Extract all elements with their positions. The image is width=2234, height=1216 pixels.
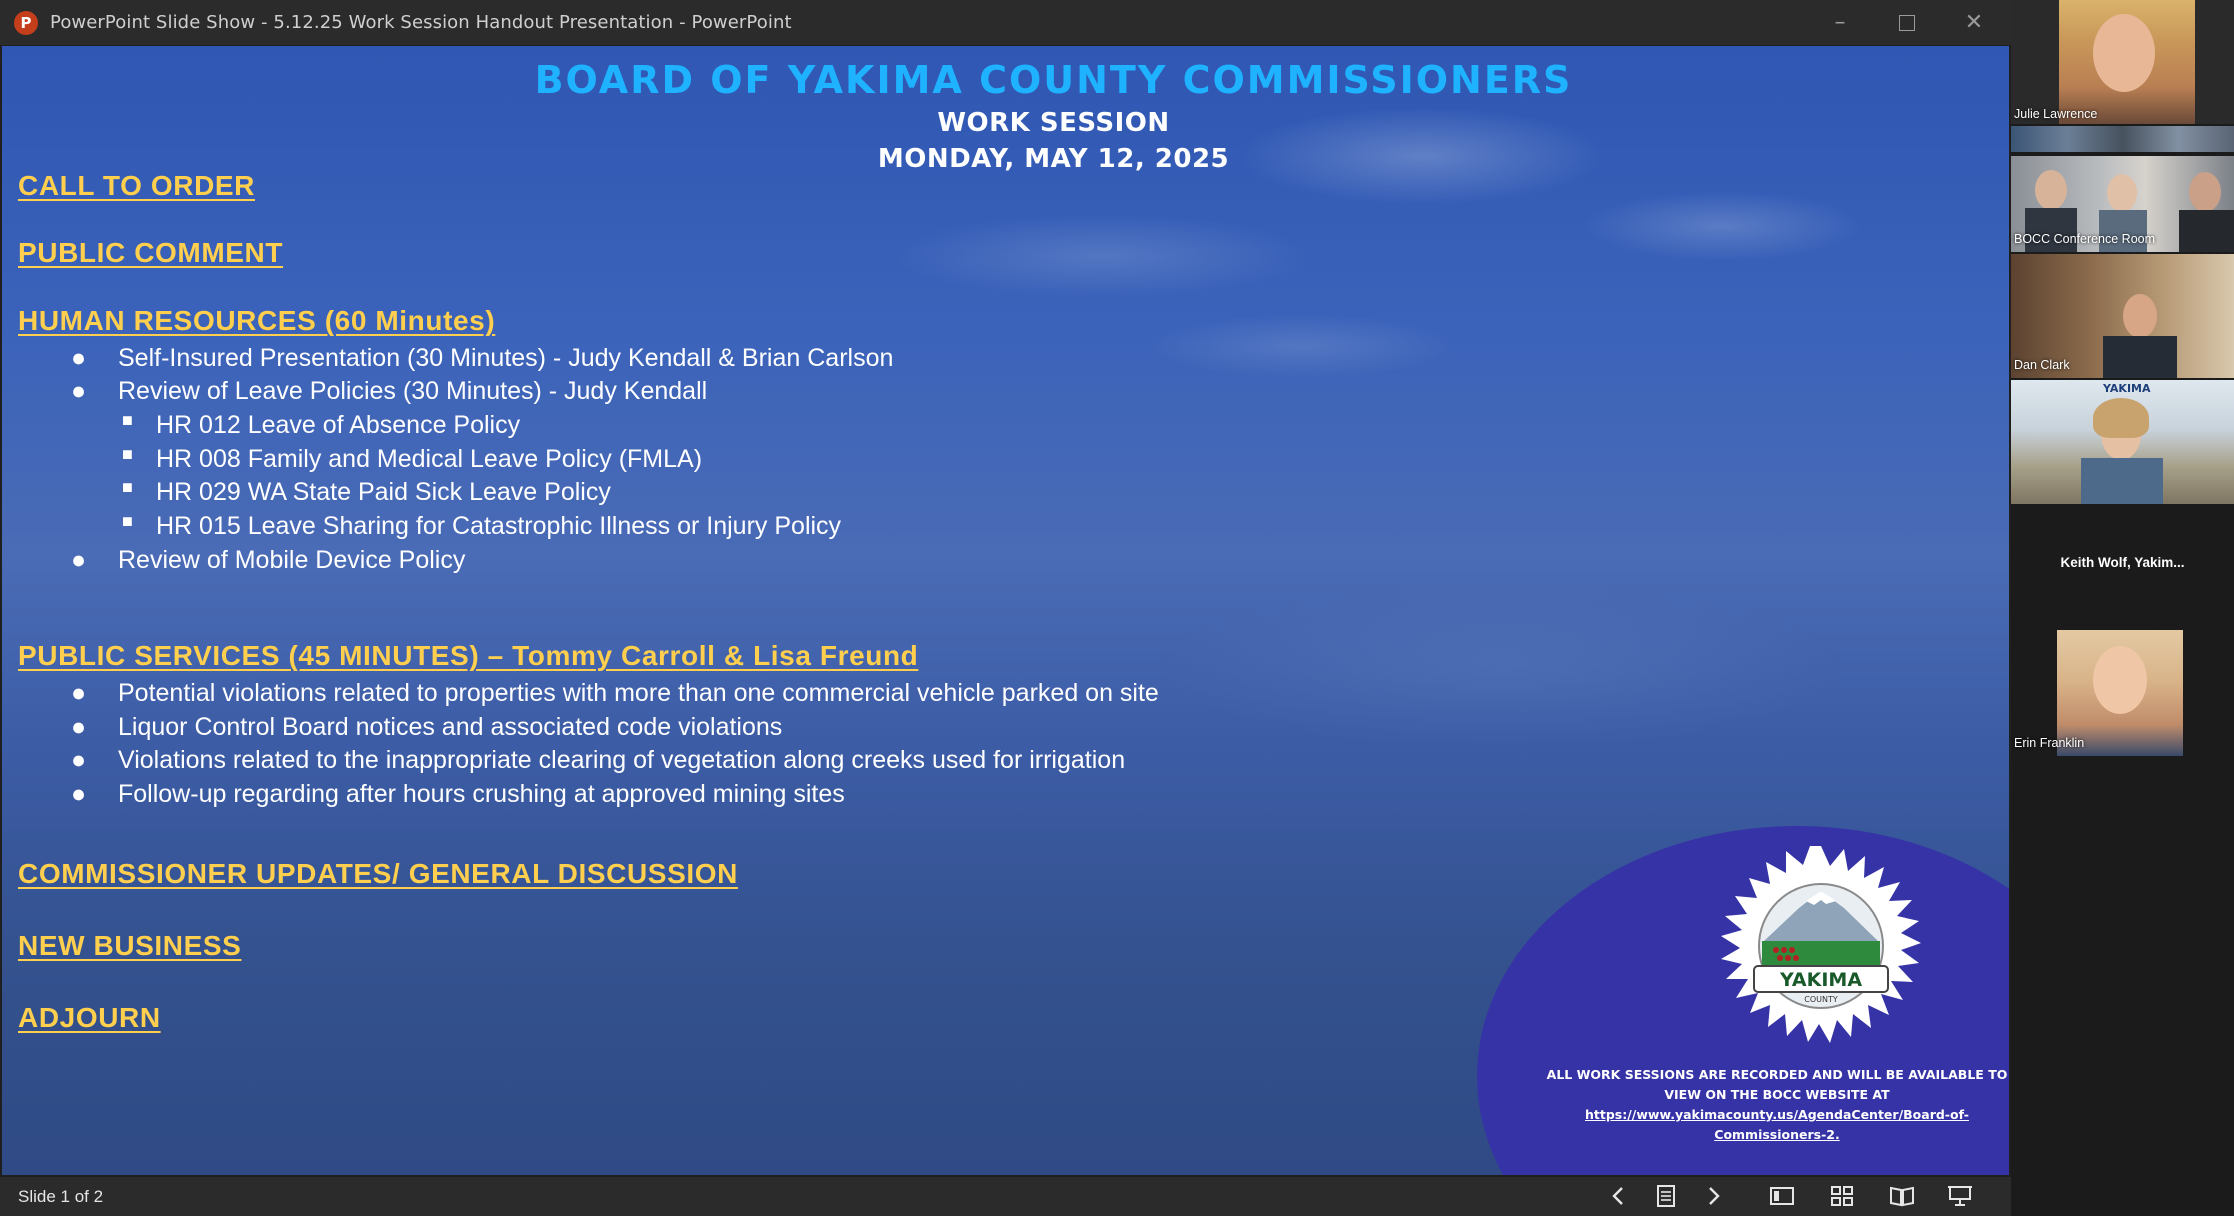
list-item xyxy=(71,377,708,406)
list-item-text: Self-Insured Presentation (30 Minutes) - Judy Kendall & Brian Carlson xyxy=(118,344,894,372)
sub-list-item xyxy=(122,511,842,541)
status-bar xyxy=(0,1177,2011,1216)
bullet-dot-icon: ● xyxy=(71,679,87,707)
slide-sorter-icon[interactable] xyxy=(1828,1183,1856,1209)
previous-slide-icon[interactable] xyxy=(1604,1183,1632,1209)
title-bar xyxy=(0,0,2011,45)
list-item-text: Violations related to the inappropriate clearing of vegetation along creeks used for irrigation xyxy=(118,746,1126,774)
participant-video xyxy=(2059,0,2195,124)
heading-public-comment[interactable]: PUBLIC COMMENT xyxy=(18,237,284,268)
window-title: PowerPoint Slide Show - 5.12.25 Work Session Handout Presentation - PowerPoint xyxy=(50,12,792,33)
slide-canvas[interactable] xyxy=(2,46,2009,1175)
recording-note xyxy=(1532,1065,2009,1145)
list-item-text: HR 008 Family and Medical Leave Policy (FMLA) xyxy=(156,445,703,473)
yakima-county-seal xyxy=(1714,846,1928,1060)
sub-list-item xyxy=(122,410,521,440)
seal-text: YAKIMA xyxy=(1779,969,1863,991)
slide-counter: Slide 1 of 2 xyxy=(18,1187,104,1206)
list-item-text: HR 012 Leave of Absence Policy xyxy=(156,411,521,439)
list-item-text: Liquor Control Board notices and associated code violations xyxy=(118,713,783,741)
participants-panel xyxy=(2011,0,2234,1216)
powerpoint-app-icon: P xyxy=(14,11,38,35)
square-bullet-icon: ■ xyxy=(122,444,133,464)
sub-list-item xyxy=(122,444,703,474)
list-item-text: Review of Leave Policies (30 Minutes) - Judy Kendall xyxy=(118,377,708,405)
minimize-icon: – xyxy=(1834,10,1846,35)
slide-show-icon[interactable] xyxy=(1946,1183,1974,1209)
list-item-text: Follow-up regarding after hours crushing at approved mining sites xyxy=(118,780,845,808)
slide-date: MONDAY, MAY 12, 2025 xyxy=(877,144,1230,174)
close-icon: ✕ xyxy=(1964,10,1984,35)
participant-tile[interactable] xyxy=(2011,0,2234,124)
gallery-strip[interactable] xyxy=(2011,126,2234,152)
heading-public-services[interactable]: PUBLIC SERVICES (45 MINUTES) – Tommy Carroll & Lisa Freund xyxy=(18,640,919,671)
participant-tile[interactable] xyxy=(2011,254,2234,378)
list-item xyxy=(71,546,466,575)
list-item xyxy=(71,713,783,742)
minimize-button[interactable] xyxy=(1806,0,1874,45)
bullet-dot-icon: ● xyxy=(71,344,87,372)
slide-notes-icon[interactable] xyxy=(1652,1183,1680,1209)
recording-link[interactable]: https://www.yakimacounty.us/AgendaCenter/Board-of- xyxy=(1585,1107,1969,1122)
participant-tile[interactable] xyxy=(2011,628,2234,756)
participant-name: Julie Lawrence xyxy=(2014,107,2098,121)
participant-tile[interactable] xyxy=(2011,506,2234,626)
heading-human-resources[interactable]: HUMAN RESOURCES (60 Minutes) xyxy=(18,305,496,336)
participant-logo-text: YAKIMA xyxy=(2103,382,2151,395)
next-slide-icon[interactable] xyxy=(1700,1183,1728,1209)
normal-view-icon[interactable] xyxy=(1768,1183,1796,1209)
list-item-text: HR 029 WA State Paid Sick Leave Policy xyxy=(156,478,611,506)
seal-subtext: COUNTY xyxy=(1804,995,1838,1004)
bullet-dot-icon: ● xyxy=(71,746,87,774)
list-item-text: HR 015 Leave Sharing for Catastrophic Illness or Injury Policy xyxy=(156,512,842,540)
participant-name: BOCC Conference Room xyxy=(2014,232,2156,246)
close-button[interactable] xyxy=(1940,0,2008,45)
square-bullet-icon: ■ xyxy=(122,511,133,531)
maximize-button[interactable] xyxy=(1873,0,1941,45)
bullet-dot-icon: ● xyxy=(71,780,87,808)
list-item xyxy=(71,679,1159,708)
heading-commissioner-updates[interactable]: COMMISSIONER UPDATES/ GENERAL DISCUSSION xyxy=(18,858,738,889)
list-item xyxy=(71,780,845,809)
reading-view-icon[interactable] xyxy=(1888,1183,1916,1209)
slide-title: BOARD OF YAKIMA COUNTY COMMISSIONERS xyxy=(534,58,1573,102)
slide-subtitle: WORK SESSION xyxy=(937,108,1170,138)
list-item-text: Potential violations related to properties with more than one commercial vehicle parked on site xyxy=(118,679,1159,707)
list-item xyxy=(71,344,894,373)
bullet-dot-icon: ● xyxy=(71,713,87,741)
bullet-dot-icon: ● xyxy=(71,546,87,574)
heading-new-business[interactable]: NEW BUSINESS xyxy=(18,930,242,961)
maximize-icon xyxy=(1899,15,1915,31)
heading-call-to-order[interactable]: CALL TO ORDER xyxy=(18,170,255,201)
sub-list-item xyxy=(122,477,611,507)
recording-note-line: ALL WORK SESSIONS ARE RECORDED AND WILL BE AVAILABLE TO xyxy=(1546,1067,2008,1082)
list-item-text: Review of Mobile Device Policy xyxy=(118,546,466,574)
bullet-dot-icon: ● xyxy=(71,377,87,405)
participant-name: Keith Wolf, Yakim... xyxy=(2060,555,2185,570)
list-item xyxy=(71,746,1126,775)
recording-note-line: VIEW ON THE BOCC WEBSITE AT xyxy=(1664,1087,1890,1102)
participant-name: Dan Clark xyxy=(2014,358,2070,372)
square-bullet-icon: ■ xyxy=(122,410,133,430)
participant-name: Erin Franklin xyxy=(2014,736,2085,750)
participant-tile[interactable] xyxy=(2011,156,2234,252)
participant-tile[interactable] xyxy=(2011,380,2234,504)
heading-adjourn[interactable]: ADJOURN xyxy=(18,1002,161,1033)
square-bullet-icon: ■ xyxy=(122,477,133,497)
recording-link-cont[interactable]: Commissioners-2. xyxy=(1714,1127,1840,1142)
seal-field xyxy=(1762,941,1880,969)
